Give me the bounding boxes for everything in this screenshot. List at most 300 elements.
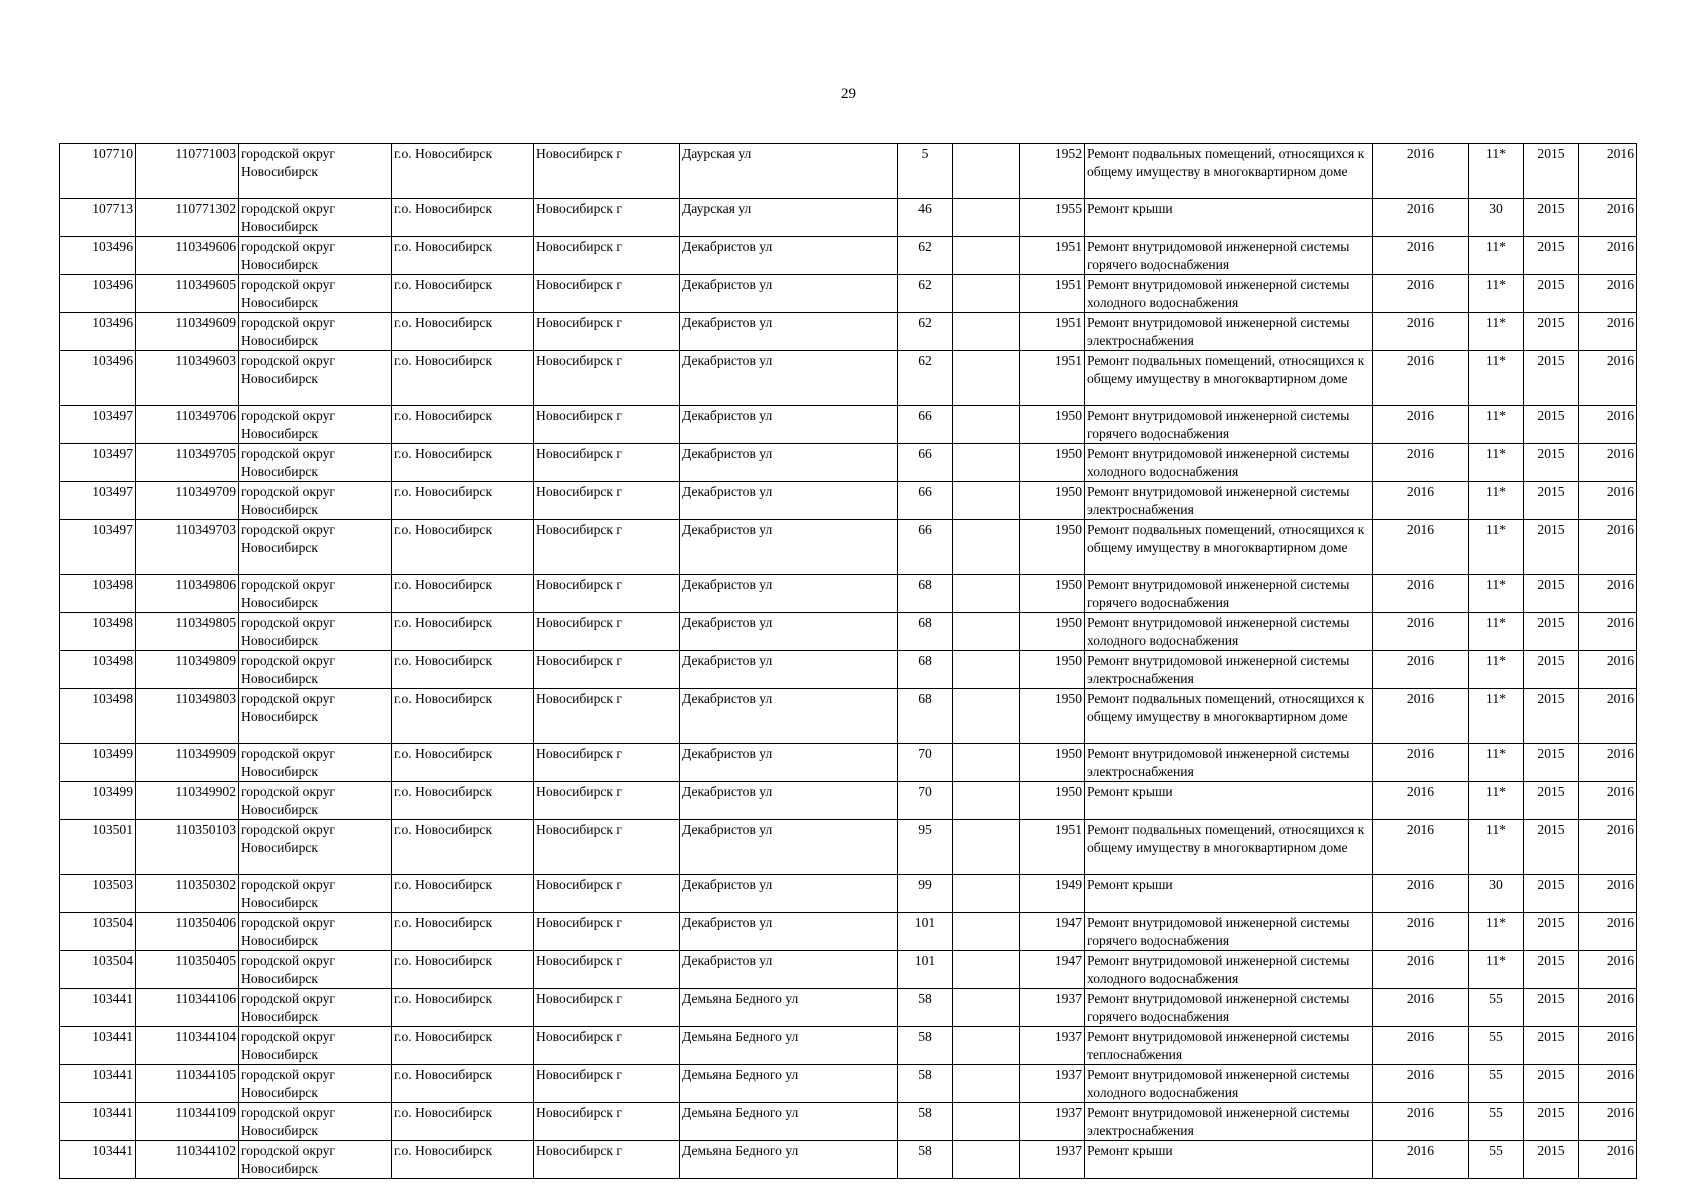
house-letter-cell bbox=[953, 1065, 1020, 1103]
municipal-area-cell: городской округ Новосибирск bbox=[239, 744, 392, 782]
street-cell: Даурская ул bbox=[680, 144, 898, 199]
work-type-cell: Ремонт внутридомовой инженерной системы холодного водоснабжения bbox=[1085, 444, 1373, 482]
plan-year-cell: 2016 bbox=[1373, 482, 1469, 520]
object-id-cell: 103498 bbox=[60, 651, 136, 689]
city-cell: Новосибирск г bbox=[534, 575, 680, 613]
house-letter-cell bbox=[953, 951, 1020, 989]
period-start-cell: 2015 bbox=[1524, 199, 1579, 237]
house-number-cell: 68 bbox=[898, 689, 953, 744]
city-cell: Новосибирск г bbox=[534, 444, 680, 482]
wear-percent-cell: 11* bbox=[1469, 237, 1524, 275]
work-type-cell: Ремонт внутридомовой инженерной системы электроснабжения bbox=[1085, 1103, 1373, 1141]
period-end-cell: 2016 bbox=[1579, 989, 1637, 1027]
settlement-cell: г.о. Новосибирск bbox=[392, 313, 534, 351]
work-type-cell: Ремонт подвальных помещений, относящихся к общему имуществу в многоквартирном доме bbox=[1085, 144, 1373, 199]
city-cell: Новосибирск г bbox=[534, 199, 680, 237]
build-year-cell: 1937 bbox=[1020, 1065, 1085, 1103]
plan-year-cell: 2016 bbox=[1373, 613, 1469, 651]
settlement-cell: г.о. Новосибирск bbox=[392, 444, 534, 482]
house-letter-cell bbox=[953, 1141, 1020, 1179]
municipal-area-cell: городской округ Новосибирск bbox=[239, 482, 392, 520]
table-row bbox=[60, 744, 1637, 782]
period-start-cell: 2015 bbox=[1524, 651, 1579, 689]
period-end-cell: 2016 bbox=[1579, 820, 1637, 875]
house-letter-cell bbox=[953, 444, 1020, 482]
municipal-area-cell: городской округ Новосибирск bbox=[239, 1103, 392, 1141]
object-id-cell: 103497 bbox=[60, 520, 136, 575]
house-letter-cell bbox=[953, 275, 1020, 313]
period-start-cell: 2015 bbox=[1524, 820, 1579, 875]
street-cell: Декабристов ул bbox=[680, 351, 898, 406]
wear-percent-cell: 11* bbox=[1469, 275, 1524, 313]
plan-year-cell: 2016 bbox=[1373, 875, 1469, 913]
work-type-cell: Ремонт крыши bbox=[1085, 782, 1373, 820]
house-letter-cell bbox=[953, 689, 1020, 744]
city-cell: Новосибирск г bbox=[534, 351, 680, 406]
period-end-cell: 2016 bbox=[1579, 689, 1637, 744]
wear-percent-cell: 11* bbox=[1469, 951, 1524, 989]
record-id-cell: 110349902 bbox=[136, 782, 239, 820]
plan-year-cell: 2016 bbox=[1373, 313, 1469, 351]
table-row bbox=[60, 1027, 1637, 1065]
plan-year-cell: 2016 bbox=[1373, 1027, 1469, 1065]
settlement-cell: г.о. Новосибирск bbox=[392, 989, 534, 1027]
street-cell: Декабристов ул bbox=[680, 689, 898, 744]
record-id-cell: 110349706 bbox=[136, 406, 239, 444]
table-row bbox=[60, 351, 1637, 406]
street-cell: Декабристов ул bbox=[680, 744, 898, 782]
object-id-cell: 103503 bbox=[60, 875, 136, 913]
wear-percent-cell: 11* bbox=[1469, 820, 1524, 875]
object-id-cell: 103496 bbox=[60, 237, 136, 275]
street-cell: Демьяна Бедного ул bbox=[680, 989, 898, 1027]
settlement-cell: г.о. Новосибирск bbox=[392, 351, 534, 406]
work-type-cell: Ремонт внутридомовой инженерной системы холодного водоснабжения bbox=[1085, 1065, 1373, 1103]
build-year-cell: 1937 bbox=[1020, 989, 1085, 1027]
wear-percent-cell: 55 bbox=[1469, 1141, 1524, 1179]
settlement-cell: г.о. Новосибирск bbox=[392, 951, 534, 989]
work-type-cell: Ремонт внутридомовой инженерной системы электроснабжения bbox=[1085, 313, 1373, 351]
plan-year-cell: 2016 bbox=[1373, 1141, 1469, 1179]
period-end-cell: 2016 bbox=[1579, 1141, 1637, 1179]
street-cell: Декабристов ул bbox=[680, 444, 898, 482]
wear-percent-cell: 11* bbox=[1469, 144, 1524, 199]
record-id-cell: 110349803 bbox=[136, 689, 239, 744]
record-id-cell: 110771302 bbox=[136, 199, 239, 237]
build-year-cell: 1950 bbox=[1020, 689, 1085, 744]
period-start-cell: 2015 bbox=[1524, 444, 1579, 482]
house-letter-cell bbox=[953, 613, 1020, 651]
settlement-cell: г.о. Новосибирск bbox=[392, 613, 534, 651]
house-number-cell: 66 bbox=[898, 406, 953, 444]
house-number-cell: 62 bbox=[898, 275, 953, 313]
house-number-cell: 46 bbox=[898, 199, 953, 237]
house-letter-cell bbox=[953, 1103, 1020, 1141]
period-end-cell: 2016 bbox=[1579, 913, 1637, 951]
table-row bbox=[60, 444, 1637, 482]
house-number-cell: 62 bbox=[898, 237, 953, 275]
build-year-cell: 1950 bbox=[1020, 613, 1085, 651]
municipal-area-cell: городской округ Новосибирск bbox=[239, 951, 392, 989]
plan-year-cell: 2016 bbox=[1373, 651, 1469, 689]
city-cell: Новосибирск г bbox=[534, 1027, 680, 1065]
record-id-cell: 110344105 bbox=[136, 1065, 239, 1103]
table-row bbox=[60, 482, 1637, 520]
build-year-cell: 1951 bbox=[1020, 351, 1085, 406]
period-start-cell: 2015 bbox=[1524, 875, 1579, 913]
record-id-cell: 110349909 bbox=[136, 744, 239, 782]
city-cell: Новосибирск г bbox=[534, 689, 680, 744]
wear-percent-cell: 30 bbox=[1469, 199, 1524, 237]
period-end-cell: 2016 bbox=[1579, 875, 1637, 913]
settlement-cell: г.о. Новосибирск bbox=[392, 913, 534, 951]
period-start-cell: 2015 bbox=[1524, 951, 1579, 989]
period-end-cell: 2016 bbox=[1579, 782, 1637, 820]
city-cell: Новосибирск г bbox=[534, 1065, 680, 1103]
table-row bbox=[60, 575, 1637, 613]
municipal-area-cell: городской округ Новосибирск bbox=[239, 820, 392, 875]
period-end-cell: 2016 bbox=[1579, 1027, 1637, 1065]
house-letter-cell bbox=[953, 651, 1020, 689]
wear-percent-cell: 11* bbox=[1469, 482, 1524, 520]
settlement-cell: г.о. Новосибирск bbox=[392, 275, 534, 313]
city-cell: Новосибирск г bbox=[534, 313, 680, 351]
build-year-cell: 1937 bbox=[1020, 1141, 1085, 1179]
record-id-cell: 110344106 bbox=[136, 989, 239, 1027]
plan-year-cell: 2016 bbox=[1373, 144, 1469, 199]
municipal-area-cell: городской округ Новосибирск bbox=[239, 689, 392, 744]
street-cell: Декабристов ул bbox=[680, 482, 898, 520]
build-year-cell: 1950 bbox=[1020, 482, 1085, 520]
work-type-cell: Ремонт крыши bbox=[1085, 1141, 1373, 1179]
city-cell: Новосибирск г bbox=[534, 1103, 680, 1141]
period-start-cell: 2015 bbox=[1524, 1065, 1579, 1103]
page-number: 29 bbox=[841, 86, 856, 102]
street-cell: Декабристов ул bbox=[680, 520, 898, 575]
capital-repair-table bbox=[59, 143, 1637, 1179]
wear-percent-cell: 55 bbox=[1469, 1103, 1524, 1141]
wear-percent-cell: 11* bbox=[1469, 313, 1524, 351]
period-start-cell: 2015 bbox=[1524, 1141, 1579, 1179]
plan-year-cell: 2016 bbox=[1373, 989, 1469, 1027]
city-cell: Новосибирск г bbox=[534, 275, 680, 313]
city-cell: Новосибирск г bbox=[534, 237, 680, 275]
street-cell: Декабристов ул bbox=[680, 406, 898, 444]
period-end-cell: 2016 bbox=[1579, 275, 1637, 313]
house-number-cell: 62 bbox=[898, 313, 953, 351]
settlement-cell: г.о. Новосибирск bbox=[392, 1141, 534, 1179]
table-row bbox=[60, 406, 1637, 444]
municipal-area-cell: городской округ Новосибирск bbox=[239, 875, 392, 913]
build-year-cell: 1937 bbox=[1020, 1103, 1085, 1141]
house-number-cell: 101 bbox=[898, 913, 953, 951]
house-number-cell: 66 bbox=[898, 482, 953, 520]
work-type-cell: Ремонт внутридомовой инженерной системы холодного водоснабжения bbox=[1085, 613, 1373, 651]
settlement-cell: г.о. Новосибирск bbox=[392, 744, 534, 782]
period-end-cell: 2016 bbox=[1579, 651, 1637, 689]
build-year-cell: 1955 bbox=[1020, 199, 1085, 237]
table-row bbox=[60, 951, 1637, 989]
record-id-cell: 110344102 bbox=[136, 1141, 239, 1179]
table-row bbox=[60, 237, 1637, 275]
city-cell: Новосибирск г bbox=[534, 520, 680, 575]
record-id-cell: 110344104 bbox=[136, 1027, 239, 1065]
settlement-cell: г.о. Новосибирск bbox=[392, 144, 534, 199]
settlement-cell: г.о. Новосибирск bbox=[392, 782, 534, 820]
plan-year-cell: 2016 bbox=[1373, 782, 1469, 820]
period-start-cell: 2015 bbox=[1524, 782, 1579, 820]
municipal-area-cell: городской округ Новосибирск bbox=[239, 989, 392, 1027]
street-cell: Декабристов ул bbox=[680, 613, 898, 651]
street-cell: Декабристов ул bbox=[680, 237, 898, 275]
object-id-cell: 103497 bbox=[60, 482, 136, 520]
period-end-cell: 2016 bbox=[1579, 237, 1637, 275]
city-cell: Новосибирск г bbox=[534, 820, 680, 875]
object-id-cell: 107710 bbox=[60, 144, 136, 199]
wear-percent-cell: 55 bbox=[1469, 1065, 1524, 1103]
work-type-cell: Ремонт внутридомовой инженерной системы горячего водоснабжения bbox=[1085, 406, 1373, 444]
house-number-cell: 66 bbox=[898, 520, 953, 575]
period-end-cell: 2016 bbox=[1579, 1103, 1637, 1141]
municipal-area-cell: городской округ Новосибирск bbox=[239, 406, 392, 444]
work-type-cell: Ремонт внутридомовой инженерной системы горячего водоснабжения bbox=[1085, 913, 1373, 951]
period-end-cell: 2016 bbox=[1579, 520, 1637, 575]
plan-year-cell: 2016 bbox=[1373, 520, 1469, 575]
build-year-cell: 1950 bbox=[1020, 406, 1085, 444]
municipal-area-cell: городской округ Новосибирск bbox=[239, 199, 392, 237]
table-row bbox=[60, 689, 1637, 744]
table-row bbox=[60, 989, 1637, 1027]
period-start-cell: 2015 bbox=[1524, 575, 1579, 613]
city-cell: Новосибирск г bbox=[534, 482, 680, 520]
street-cell: Демьяна Бедного ул bbox=[680, 1065, 898, 1103]
period-start-cell: 2015 bbox=[1524, 613, 1579, 651]
settlement-cell: г.о. Новосибирск bbox=[392, 237, 534, 275]
house-letter-cell bbox=[953, 351, 1020, 406]
period-start-cell: 2015 bbox=[1524, 1027, 1579, 1065]
object-id-cell: 103498 bbox=[60, 689, 136, 744]
period-start-cell: 2015 bbox=[1524, 144, 1579, 199]
object-id-cell: 103501 bbox=[60, 820, 136, 875]
plan-year-cell: 2016 bbox=[1373, 820, 1469, 875]
work-type-cell: Ремонт крыши bbox=[1085, 199, 1373, 237]
build-year-cell: 1950 bbox=[1020, 444, 1085, 482]
object-id-cell: 103441 bbox=[60, 989, 136, 1027]
settlement-cell: г.о. Новосибирск bbox=[392, 1065, 534, 1103]
plan-year-cell: 2016 bbox=[1373, 913, 1469, 951]
municipal-area-cell: городской округ Новосибирск bbox=[239, 782, 392, 820]
build-year-cell: 1937 bbox=[1020, 1027, 1085, 1065]
house-letter-cell bbox=[953, 1027, 1020, 1065]
table-row bbox=[60, 199, 1637, 237]
house-number-cell: 62 bbox=[898, 351, 953, 406]
municipal-area-cell: городской округ Новосибирск bbox=[239, 444, 392, 482]
street-cell: Демьяна Бедного ул bbox=[680, 1141, 898, 1179]
settlement-cell: г.о. Новосибирск bbox=[392, 199, 534, 237]
settlement-cell: г.о. Новосибирск bbox=[392, 406, 534, 444]
plan-year-cell: 2016 bbox=[1373, 1103, 1469, 1141]
street-cell: Декабристов ул bbox=[680, 782, 898, 820]
municipal-area-cell: городской округ Новосибирск bbox=[239, 1065, 392, 1103]
municipal-area-cell: городской округ Новосибирск bbox=[239, 1141, 392, 1179]
object-id-cell: 103497 bbox=[60, 444, 136, 482]
municipal-area-cell: городской округ Новосибирск bbox=[239, 1027, 392, 1065]
city-cell: Новосибирск г bbox=[534, 1141, 680, 1179]
city-cell: Новосибирск г bbox=[534, 744, 680, 782]
house-letter-cell bbox=[953, 913, 1020, 951]
record-id-cell: 110349603 bbox=[136, 351, 239, 406]
wear-percent-cell: 11* bbox=[1469, 689, 1524, 744]
municipal-area-cell: городской округ Новосибирск bbox=[239, 575, 392, 613]
table-row bbox=[60, 913, 1637, 951]
municipal-area-cell: городской округ Новосибирск bbox=[239, 144, 392, 199]
record-id-cell: 110349709 bbox=[136, 482, 239, 520]
period-start-cell: 2015 bbox=[1524, 520, 1579, 575]
street-cell: Декабристов ул bbox=[680, 275, 898, 313]
object-id-cell: 107713 bbox=[60, 199, 136, 237]
work-type-cell: Ремонт внутридомовой инженерной системы холодного водоснабжения bbox=[1085, 275, 1373, 313]
work-type-cell: Ремонт внутридомовой инженерной системы горячего водоснабжения bbox=[1085, 989, 1373, 1027]
period-end-cell: 2016 bbox=[1579, 1065, 1637, 1103]
period-end-cell: 2016 bbox=[1579, 406, 1637, 444]
work-type-cell: Ремонт внутридомовой инженерной системы теплоснабжения bbox=[1085, 1027, 1373, 1065]
table-row bbox=[60, 313, 1637, 351]
object-id-cell: 103497 bbox=[60, 406, 136, 444]
house-number-cell: 101 bbox=[898, 951, 953, 989]
city-cell: Новосибирск г bbox=[534, 875, 680, 913]
period-end-cell: 2016 bbox=[1579, 351, 1637, 406]
street-cell: Демьяна Бедного ул bbox=[680, 1103, 898, 1141]
work-type-cell: Ремонт подвальных помещений, относящихся к общему имуществу в многоквартирном доме bbox=[1085, 820, 1373, 875]
build-year-cell: 1947 bbox=[1020, 951, 1085, 989]
record-id-cell: 110349806 bbox=[136, 575, 239, 613]
house-letter-cell bbox=[953, 199, 1020, 237]
object-id-cell: 103499 bbox=[60, 782, 136, 820]
street-cell: Декабристов ул bbox=[680, 651, 898, 689]
house-number-cell: 95 bbox=[898, 820, 953, 875]
house-number-cell: 58 bbox=[898, 1103, 953, 1141]
build-year-cell: 1951 bbox=[1020, 275, 1085, 313]
wear-percent-cell: 11* bbox=[1469, 520, 1524, 575]
city-cell: Новосибирск г bbox=[534, 613, 680, 651]
house-letter-cell bbox=[953, 313, 1020, 351]
street-cell: Декабристов ул bbox=[680, 820, 898, 875]
plan-year-cell: 2016 bbox=[1373, 951, 1469, 989]
plan-year-cell: 2016 bbox=[1373, 689, 1469, 744]
build-year-cell: 1950 bbox=[1020, 651, 1085, 689]
settlement-cell: г.о. Новосибирск bbox=[392, 651, 534, 689]
house-number-cell: 68 bbox=[898, 575, 953, 613]
period-start-cell: 2015 bbox=[1524, 482, 1579, 520]
period-start-cell: 2015 bbox=[1524, 406, 1579, 444]
period-end-cell: 2016 bbox=[1579, 951, 1637, 989]
plan-year-cell: 2016 bbox=[1373, 575, 1469, 613]
wear-percent-cell: 11* bbox=[1469, 744, 1524, 782]
period-end-cell: 2016 bbox=[1579, 144, 1637, 199]
house-number-cell: 99 bbox=[898, 875, 953, 913]
plan-year-cell: 2016 bbox=[1373, 444, 1469, 482]
settlement-cell: г.о. Новосибирск bbox=[392, 520, 534, 575]
city-cell: Новосибирск г bbox=[534, 782, 680, 820]
build-year-cell: 1951 bbox=[1020, 237, 1085, 275]
work-type-cell: Ремонт крыши bbox=[1085, 875, 1373, 913]
work-type-cell: Ремонт подвальных помещений, относящихся к общему имуществу в многоквартирном доме bbox=[1085, 689, 1373, 744]
table-row bbox=[60, 275, 1637, 313]
municipal-area-cell: городской округ Новосибирск bbox=[239, 520, 392, 575]
wear-percent-cell: 11* bbox=[1469, 575, 1524, 613]
record-id-cell: 110349805 bbox=[136, 613, 239, 651]
record-id-cell: 110349609 bbox=[136, 313, 239, 351]
table-row bbox=[60, 520, 1637, 575]
house-letter-cell bbox=[953, 520, 1020, 575]
record-id-cell: 110349605 bbox=[136, 275, 239, 313]
house-letter-cell bbox=[953, 482, 1020, 520]
object-id-cell: 103504 bbox=[60, 951, 136, 989]
street-cell: Декабристов ул bbox=[680, 875, 898, 913]
work-type-cell: Ремонт внутридомовой инженерной системы горячего водоснабжения bbox=[1085, 575, 1373, 613]
house-number-cell: 68 bbox=[898, 613, 953, 651]
period-end-cell: 2016 bbox=[1579, 444, 1637, 482]
municipal-area-cell: городской округ Новосибирск bbox=[239, 351, 392, 406]
object-id-cell: 103504 bbox=[60, 913, 136, 951]
record-id-cell: 110350103 bbox=[136, 820, 239, 875]
build-year-cell: 1949 bbox=[1020, 875, 1085, 913]
wear-percent-cell: 11* bbox=[1469, 651, 1524, 689]
settlement-cell: г.о. Новосибирск bbox=[392, 689, 534, 744]
house-letter-cell bbox=[953, 237, 1020, 275]
house-number-cell: 58 bbox=[898, 989, 953, 1027]
period-end-cell: 2016 bbox=[1579, 575, 1637, 613]
city-cell: Новосибирск г bbox=[534, 651, 680, 689]
municipal-area-cell: городской округ Новосибирск bbox=[239, 275, 392, 313]
house-number-cell: 66 bbox=[898, 444, 953, 482]
record-id-cell: 110349705 bbox=[136, 444, 239, 482]
period-start-cell: 2015 bbox=[1524, 989, 1579, 1027]
object-id-cell: 103496 bbox=[60, 313, 136, 351]
wear-percent-cell: 11* bbox=[1469, 613, 1524, 651]
table-row bbox=[60, 1103, 1637, 1141]
object-id-cell: 103498 bbox=[60, 613, 136, 651]
period-end-cell: 2016 bbox=[1579, 313, 1637, 351]
table-row bbox=[60, 144, 1637, 199]
house-letter-cell bbox=[953, 782, 1020, 820]
work-type-cell: Ремонт внутридомовой инженерной системы электроснабжения bbox=[1085, 744, 1373, 782]
period-start-cell: 2015 bbox=[1524, 237, 1579, 275]
house-letter-cell bbox=[953, 744, 1020, 782]
house-letter-cell bbox=[953, 875, 1020, 913]
record-id-cell: 110771003 bbox=[136, 144, 239, 199]
wear-percent-cell: 11* bbox=[1469, 444, 1524, 482]
municipal-area-cell: городской округ Новосибирск bbox=[239, 613, 392, 651]
build-year-cell: 1950 bbox=[1020, 782, 1085, 820]
object-id-cell: 103441 bbox=[60, 1065, 136, 1103]
period-end-cell: 2016 bbox=[1579, 744, 1637, 782]
build-year-cell: 1950 bbox=[1020, 575, 1085, 613]
table-row bbox=[60, 875, 1637, 913]
object-id-cell: 103498 bbox=[60, 575, 136, 613]
street-cell: Демьяна Бедного ул bbox=[680, 1027, 898, 1065]
period-start-cell: 2015 bbox=[1524, 351, 1579, 406]
table-row bbox=[60, 820, 1637, 875]
record-id-cell: 110350405 bbox=[136, 951, 239, 989]
record-id-cell: 110350302 bbox=[136, 875, 239, 913]
period-start-cell: 2015 bbox=[1524, 313, 1579, 351]
plan-year-cell: 2016 bbox=[1373, 406, 1469, 444]
house-number-cell: 70 bbox=[898, 782, 953, 820]
house-number-cell: 68 bbox=[898, 651, 953, 689]
wear-percent-cell: 11* bbox=[1469, 406, 1524, 444]
table-row bbox=[60, 1141, 1637, 1179]
